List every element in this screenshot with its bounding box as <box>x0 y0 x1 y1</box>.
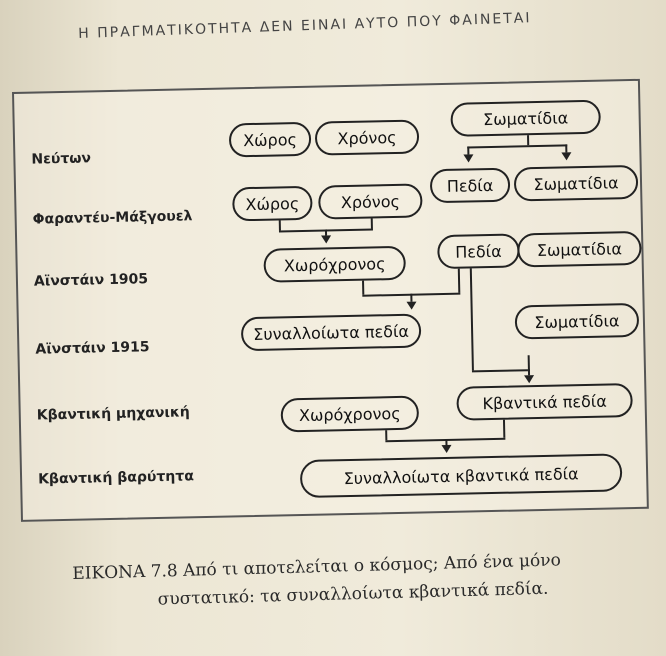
row-label-newton: Νεύτων <box>31 150 92 168</box>
connector <box>371 218 373 228</box>
arrow-down-icon <box>561 152 571 160</box>
node-e1905-fields: Πεδία <box>437 233 520 269</box>
row-label-einstein-1905: Αϊνστάιν 1905 <box>33 271 149 290</box>
connector <box>565 144 567 152</box>
row-label-quantum-gravity: Κβαντική βαρύτητα <box>37 468 195 488</box>
node-fm-time: Χρόνος <box>318 183 423 219</box>
node-e1905-spacetime: Χωρόχρονος <box>263 246 406 283</box>
arrow-down-icon <box>524 375 534 383</box>
node-newton-space: Χώρος <box>229 122 312 158</box>
node-qg-covariant-quantum-fields: Συναλλοίωτα κβαντικά πεδία <box>300 453 623 498</box>
node-qm-quantum-fields: Κβαντικά πεδία <box>456 383 633 421</box>
node-e1905-particles: Σωματίδια <box>517 231 642 268</box>
row-label-faraday-maxwell: Φαραντέυ-Μάξγουελ <box>32 208 193 228</box>
connector <box>470 268 474 370</box>
connector <box>458 269 461 293</box>
row-label-quantum-mechanics: Κβαντική μηχανική <box>36 404 190 424</box>
connector <box>279 220 281 230</box>
node-fm-particles: Σωματίδια <box>514 165 639 202</box>
arrow-down-icon <box>463 154 473 162</box>
connector <box>503 420 505 438</box>
node-fm-space: Χώρος <box>232 186 313 222</box>
connector <box>410 294 412 302</box>
node-fm-fields: Πεδία <box>430 168 511 204</box>
row-label-einstein-1915: Αϊνστάιν 1915 <box>35 339 150 358</box>
node-newton-time: Χρόνος <box>315 119 420 155</box>
caption-line-1: ΕΙΚΟΝΑ 7.8 Από τι αποτελείται ο κόσμος; Από ένα μόνο <box>72 550 562 584</box>
node-newton-particles: Σωματίδια <box>450 100 601 137</box>
running-header: Η ΠΡΑΓΜΑΤΙΚΟΤΗΤΑ ΔΕΝ ΕΙΝΑΙ ΑΥΤΟ ΠΟΥ ΦΑΙΝΕΤΑΙ <box>78 10 532 42</box>
arrow-down-icon <box>406 302 416 310</box>
connector <box>467 146 469 154</box>
connector <box>472 369 528 372</box>
caption-line-2: συστατικό: τα συναλλοίωτα κβαντικά πεδία. <box>157 578 549 610</box>
connector <box>467 144 567 148</box>
connector <box>527 135 529 145</box>
connector <box>385 430 387 440</box>
node-e1915-particles: Σωματίδια <box>515 303 640 340</box>
node-qm-spacetime: Χωρόχρονος <box>280 396 419 433</box>
arrow-down-icon <box>441 445 451 453</box>
arrow-down-icon <box>321 235 331 243</box>
node-e1915-covariant-fields: Συναλλοίωτα πεδία <box>241 313 422 351</box>
connector <box>362 281 364 295</box>
diagram-frame <box>12 79 649 522</box>
